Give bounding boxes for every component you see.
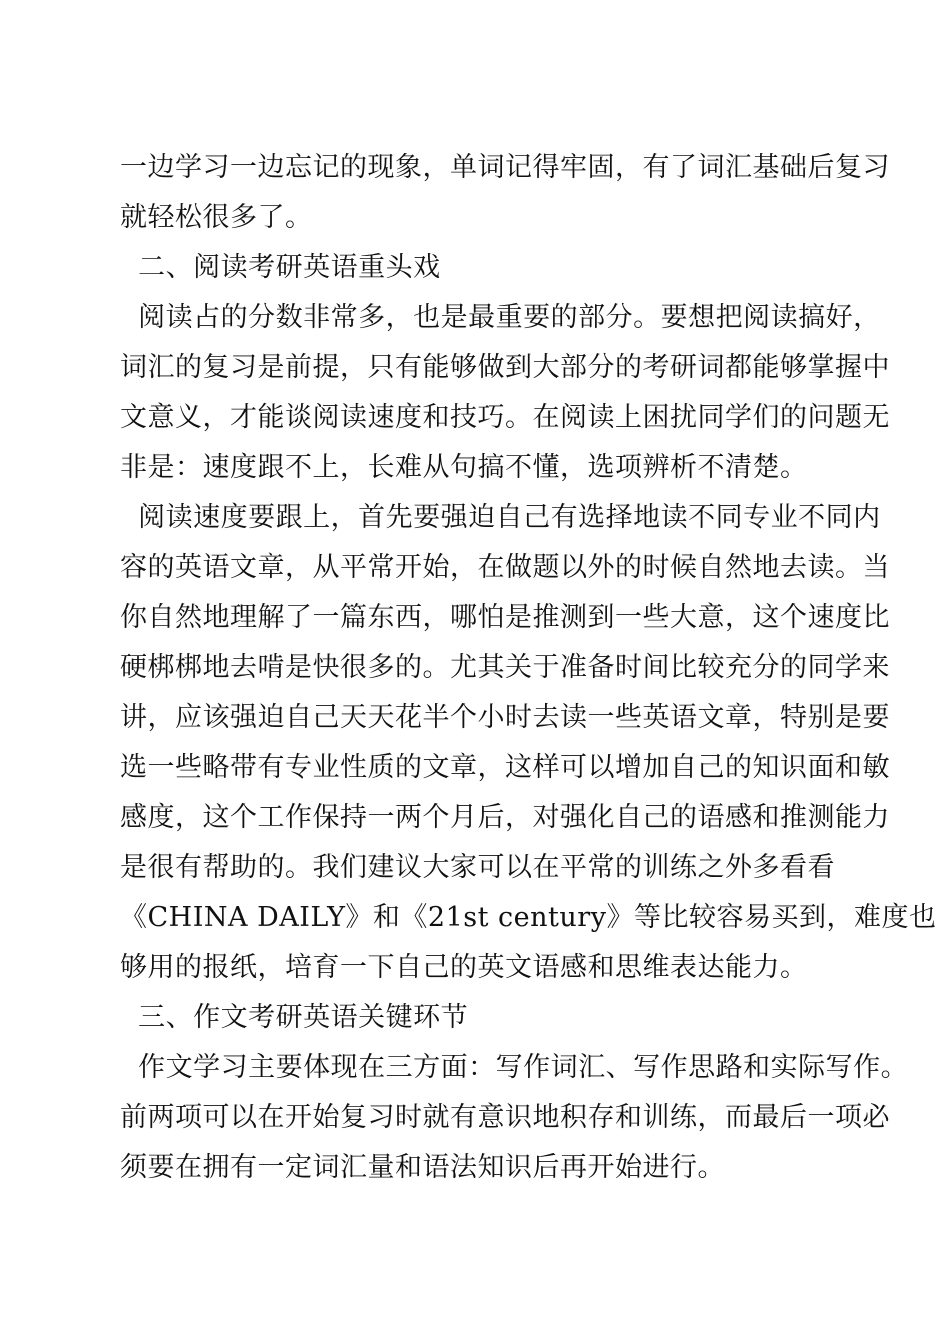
text-line: 《CHINA DAILY》和《21st century》等比较容易买到，难度也 xyxy=(120,902,937,933)
text-line: 讲，应该强迫自己天天花半个小时去读一些英语文章，特别是要 xyxy=(120,702,890,733)
text-line: 阅读速度要跟上，首先要强迫自己有选择地读不同专业不同内 xyxy=(120,502,881,533)
text-line: 选一些略带有专业性质的文章，这样可以增加自己的知识面和敏 xyxy=(120,752,890,783)
text-line: 非是：速度跟不上，长难从句搞不懂，选项辨析不清楚。 xyxy=(120,452,808,483)
text-line: 阅读占的分数非常多，也是最重要的部分。要想把阅读搞好， xyxy=(120,302,881,333)
text-line: 一边学习一边忘记的现象，单词记得牢固，有了词汇基础后复习 xyxy=(120,152,890,183)
section-heading: 三、作文考研英语关键环节 xyxy=(120,1002,469,1033)
section-heading: 二、阅读考研英语重头戏 xyxy=(120,252,441,283)
text-line: 作文学习主要体现在三方面：写作词汇、写作思路和实际写作。 xyxy=(120,1052,909,1083)
text-line: 是很有帮助的。我们建议大家可以在平常的训练之外多看看 xyxy=(120,852,835,883)
text-line: 词汇的复习是前提，只有能够做到大部分的考研词都能够掌握中 xyxy=(120,352,890,383)
text-line: 你自然地理解了一篇东西，哪怕是推测到一些大意，这个速度比 xyxy=(120,602,890,633)
text-line: 文意义，才能谈阅读速度和技巧。在阅读上困扰同学们的问题无 xyxy=(120,402,890,433)
text-line: 须要在拥有一定词汇量和语法知识后再开始进行。 xyxy=(120,1152,725,1183)
text-line: 够用的报纸，培育一下自己的英文语感和思维表达能力。 xyxy=(120,952,808,983)
text-line: 容的英语文章，从平常开始，在做题以外的时候自然地去读。当 xyxy=(120,552,890,583)
text-line: 硬梆梆地去啃是快很多的。尤其关于准备时间比较充分的同学来 xyxy=(120,652,890,683)
text-line: 就轻松很多了。 xyxy=(120,202,313,233)
text-line: 前两项可以在开始复习时就有意识地积存和训练，而最后一项必 xyxy=(120,1102,890,1133)
text-line: 感度，这个工作保持一两个月后，对强化自己的语感和推测能力 xyxy=(120,802,890,833)
